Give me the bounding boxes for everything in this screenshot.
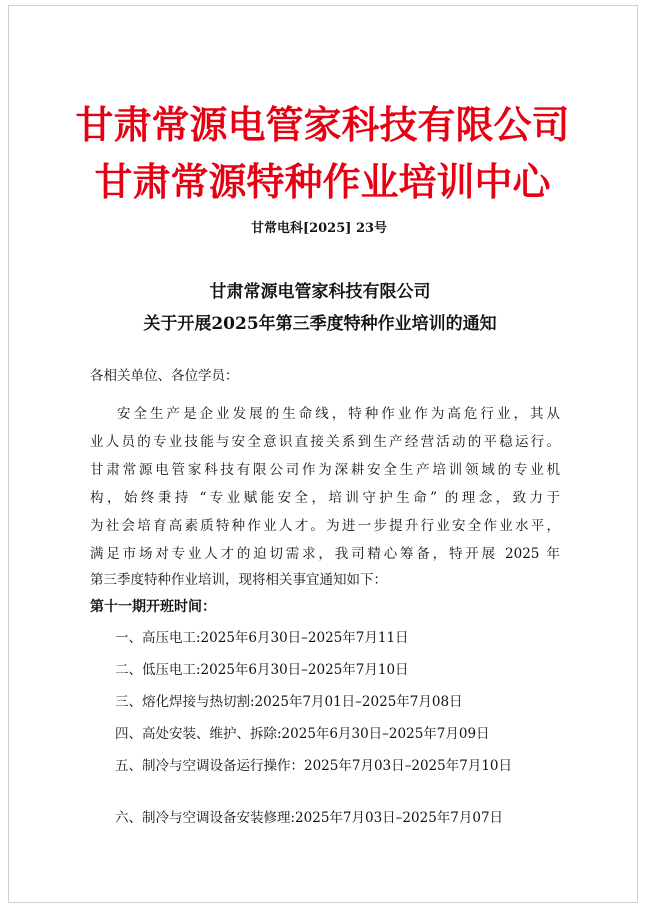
org-name-line-2: 甘肃常源特种作业培训中心 [94, 159, 551, 204]
body-line: 第三季度特种作业培训，现将相关事宜通知如下： [90, 572, 387, 588]
body-line: 安全生产是企业发展的生命线，特种作业作为高危行业，其从 [117, 406, 560, 422]
schedule-item: 六、制冷与空调设备安装修理:2025年7月03日–2025年7月07日 [115, 810, 504, 826]
schedule-item: 五、制冷与空调设备运行操作：2025年7月03日–2025年7月10日 [115, 758, 512, 774]
org-name-line-1: 甘肃常源电管家科技有限公司 [75, 102, 570, 147]
salutation: 各相关单位、各位学员： [90, 368, 239, 384]
body-line: 业人员的专业技能与安全意识直接关系到生产经营活动的平稳运行。 [90, 434, 560, 450]
document-number: 甘常电科[2025] 23号 [250, 221, 388, 236]
schedule-item: 二、低压电工:2025年6月30日–2025年7月10日 [115, 662, 409, 678]
body-line: 满足市场对专业人才的迫切需求，我司精心筹备，特开展 2025 年 [90, 546, 560, 562]
schedule-item: 一、高压电工:2025年6月30日–2025年7月11日 [115, 630, 409, 646]
notice-title-line-1: 甘肃常源电管家科技有限公司 [209, 282, 431, 302]
body-line: 构，始终秉持 “专业赋能安全，培训守护生命” 的理念，致力于 [90, 490, 560, 506]
schedule-item: 四、高处安装、维护、拆除:2025年6月30日–2025年7月09日 [115, 726, 490, 742]
body-line: 为社会培育高素质特种作业人才。为进一步提升行业安全作业水平， [90, 518, 560, 534]
body-line: 甘肃常源电管家科技有限公司作为深耕安全生产培训领域的专业机 [90, 462, 560, 478]
notice-title-line-2: 关于开展2025年第三季度特种作业培训的通知 [143, 314, 497, 334]
section-heading: 第十一期开班时间： [90, 599, 216, 615]
schedule-item: 三、熔化焊接与热切割:2025年7月01日–2025年7月08日 [115, 694, 463, 710]
